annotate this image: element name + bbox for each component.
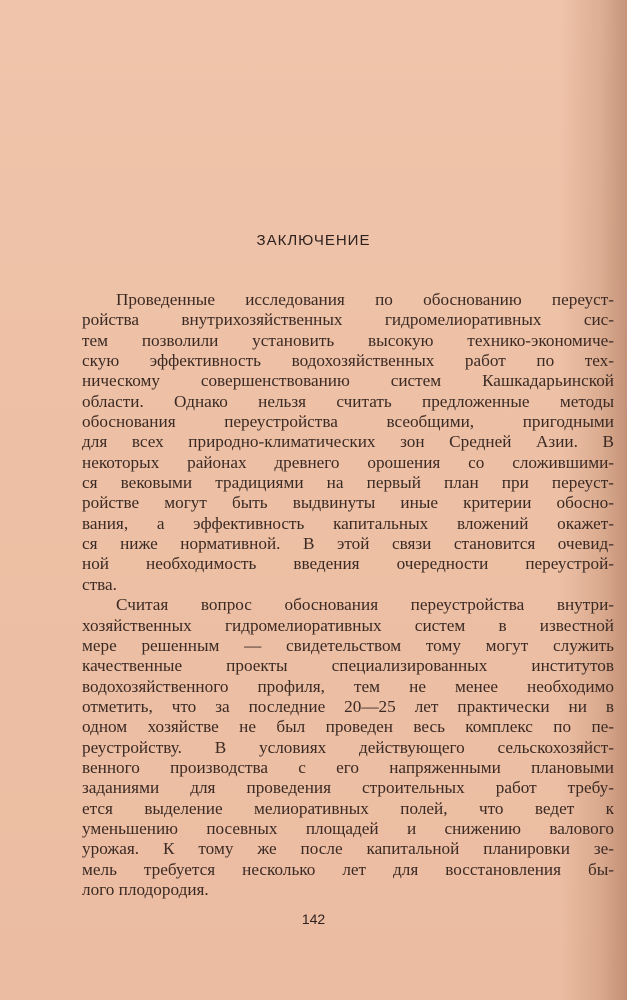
text-line: некоторых районах древнего орошения со сложившими- [82,452,614,472]
text-line: для всех природно-климатических зон Средней Азии. В [82,432,614,452]
body-text [82,290,614,900]
text-line: ется выделение мелиоративных полей, что ведет к [82,798,614,818]
text-line: мере решенным — свидетельством тому могут служить [82,635,614,655]
text-line: Считая вопрос обоснования переустройства внутри- [116,595,614,615]
text-line: ства. [82,574,117,594]
section-heading: ЗАКЛЮЧЕНИЕ [256,232,371,249]
text-line: ной необходимость введения очередности переустрой- [82,554,614,574]
text-line: водохозяйственного профиля, тем не менее необходимо [82,676,614,696]
text-line: вания, а эффективность капитальных вложений окажет- [82,513,614,533]
text-line: ройстве могут быть выдвинуты иные критерии обосно- [82,493,614,513]
text-line: обоснования переустройства всеобщими, пригодными [82,412,614,432]
text-line: ройства внутрихозяйственных гидромелиоративных сис- [82,310,614,330]
text-line: качественные проекты специализированных институтов [82,656,614,676]
text-line: области. Однако нельзя считать предложенные методы [82,391,614,411]
text-line: венного производства с его напряженными плановыми [82,757,614,777]
text-line: уменьшению посевных площадей и снижению валового [82,818,614,838]
text-line: одном хозяйстве не был проведен весь комплекс по пе- [82,717,614,737]
page-number: 142 [301,911,326,927]
text-line: ся вековыми традициями на первый план при переуст- [82,473,614,493]
text-line: Проведенные исследования по обоснованию переуст- [116,290,614,309]
text-line: урожая. К тому же после капитальной планировки зе- [82,839,614,859]
text-line: ническому совершенствованию систем Кашкадарьинской [82,371,614,391]
text-line: скую эффективность водохозяйственных работ по тех- [82,351,614,371]
text-line: мель требуется несколько лет для восстановления бы- [82,859,614,879]
paragraph-2 [82,595,614,900]
paragraph-1 [82,290,614,595]
text-line: тем позволили установить высокую технико-экономиче- [82,330,614,350]
text-line: заданиями для проведения строительных работ требу- [82,778,614,798]
text-line: отметить, что за последние 20—25 лет практически ни в [82,696,614,716]
text-line: хозяйственных гидромелиоративных систем в известной [82,615,614,635]
text-line: ся ниже нормативной. В этой связи становится очевид- [82,534,614,554]
text-line: реустройству. В условиях действующего сельскохозяйст- [82,737,614,757]
text-line: лого плодородия. [82,879,209,899]
